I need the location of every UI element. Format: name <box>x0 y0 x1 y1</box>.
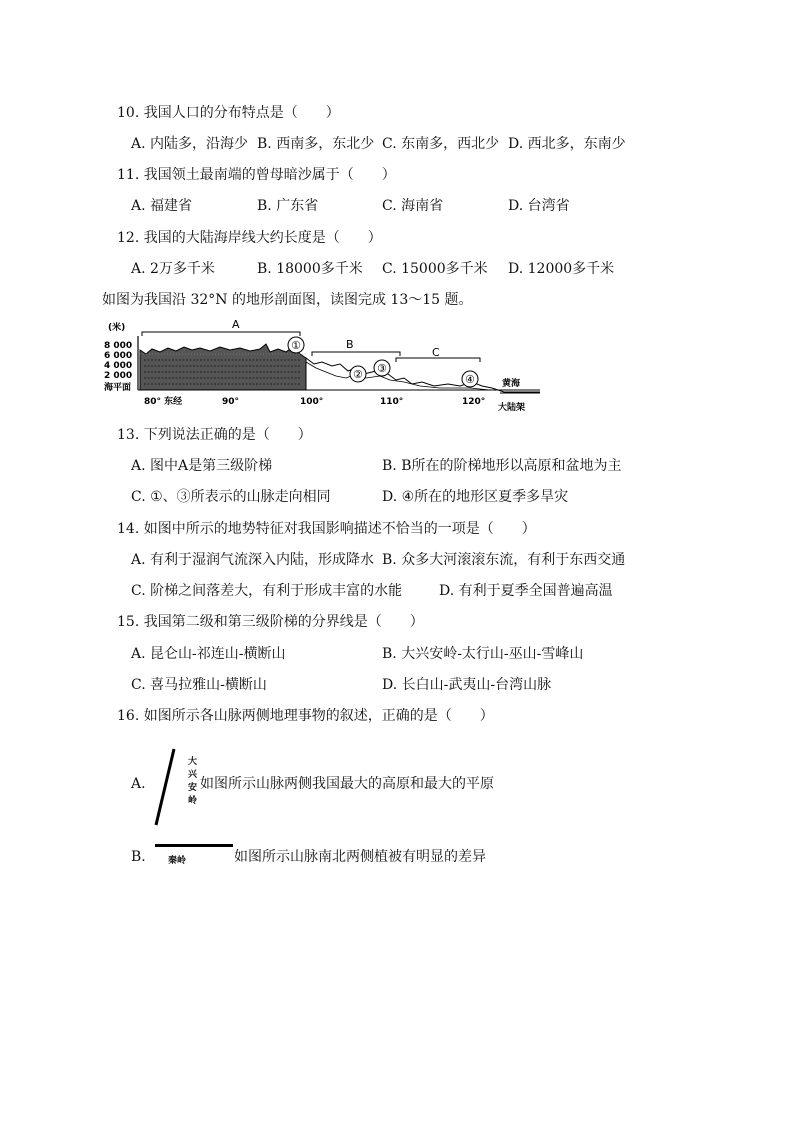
profile-y-tick-sea-level: 海平面 <box>104 383 132 393</box>
profile-marker-4: ④ <box>465 373 475 386</box>
profile-x-tick-90: 90° <box>222 397 240 407</box>
question-10-option-d: D. 西北多，东南少 <box>508 136 626 152</box>
question-14-stem: 14. 如图中所示的地势特征对我国影响描述不恰当的一项是（ ） <box>117 521 536 537</box>
profile-y-tick-6000: 6 000 <box>104 351 133 361</box>
profile-section-c: C <box>432 346 440 359</box>
profile-intro: 如图为我国沿 32°N 的地形剖面图，读图完成 13～15 题。 <box>102 292 473 308</box>
question-11-option-a: A. 福建省 <box>131 198 193 214</box>
profile-section-a: A <box>232 318 240 331</box>
question-16-option-a: A. <box>131 776 146 792</box>
mountain-label-b: 秦岭 <box>168 856 187 866</box>
question-16-option-b-text: 如图所示山脉南北两侧植被有明显的差异 <box>234 849 486 865</box>
profile-x-tick-80: 80° 东经 <box>144 397 183 407</box>
question-15-option-c: C. 喜马拉雅山-横断山 <box>131 677 267 693</box>
mountain-label-a-char: 大 <box>188 757 198 767</box>
profile-x-tick-110: 110° <box>380 397 404 407</box>
question-14-option-c: C. 阶梯之间落差大，有利于形成丰富的水能 <box>131 583 403 599</box>
profile-x-tick-100: 100° <box>300 397 324 407</box>
question-12-option-b: B. 18000多千米 <box>257 261 363 277</box>
mountain-line-b <box>155 844 233 847</box>
question-13-option-c: C. ①、③所表示的山脉走向相同 <box>131 489 331 505</box>
question-16-stem: 16. 如图所示各山脉两侧地理事物的叙述，正确的是（ ） <box>117 708 494 724</box>
profile-marker-3: ③ <box>377 362 387 375</box>
question-11-option-c: C. 海南省 <box>382 198 444 214</box>
question-15-option-b: B. 大兴安岭-太行山-巫山-雪峰山 <box>382 646 584 662</box>
question-14-option-a: A. 有利于湿润气流深入内陆，形成降水 <box>131 552 375 568</box>
question-11-option-b: B. 广东省 <box>257 198 319 214</box>
profile-y-tick-4000: 4 000 <box>104 361 133 371</box>
question-11-stem: 11. 我国领土最南端的曾母暗沙属于（ ） <box>117 167 396 183</box>
question-16-option-a-text: 如图所示山脉两侧我国最大的高原和最大的平原 <box>200 776 494 792</box>
mountain-label-a-char: 安 <box>188 783 198 793</box>
question-10-stem: 10. 我国人口的分布特点是（ ） <box>117 105 340 121</box>
profile-x-tick-120: 120° <box>462 397 486 407</box>
profile-marker-1: ① <box>291 339 301 352</box>
question-14-option-d: D. 有利于夏季全国普遍高温 <box>439 583 613 599</box>
profile-sea-label: 黄海 <box>502 379 521 389</box>
mountain-label-a <box>188 756 197 808</box>
question-16-option-b: B. <box>131 849 146 865</box>
question-15-option-a: A. 昆仑山-祁连山-横断山 <box>131 646 286 662</box>
profile-shelf-label: 大陆架 <box>498 403 526 413</box>
question-13-stem: 13. 下列说法正确的是（ ） <box>117 427 312 443</box>
question-10-option-b: B. 西南多，东北少 <box>257 136 375 152</box>
profile-marker-2: ② <box>353 368 363 381</box>
question-12-option-c: C. 15000多千米 <box>382 261 488 277</box>
question-12-option-d: D. 12000多千米 <box>508 261 615 277</box>
question-15-option-d: D. 长白山-武夷山-台湾山脉 <box>382 677 552 693</box>
mountain-label-a-char: 岭 <box>188 796 198 806</box>
profile-section-b: B <box>346 338 354 351</box>
profile-y-tick-2000: 2 000 <box>104 371 133 381</box>
question-12-option-a: A. 2万多千米 <box>131 261 215 277</box>
question-15-stem: 15. 我国第二级和第三级阶梯的分界线是（ ） <box>117 614 424 630</box>
mountain-label-a-char: 兴 <box>188 770 198 780</box>
profile-y-tick-8000: 8 000 <box>104 341 133 351</box>
question-13-option-b: B. B所在的阶梯地形以高原和盆地为主 <box>382 458 622 474</box>
question-13-option-a: A. 图中A是第三级阶梯 <box>131 458 273 474</box>
question-11-option-d: D. 台湾省 <box>508 198 570 214</box>
question-12-stem: 12. 我国的大陆海岸线大约长度是（ ） <box>117 230 382 246</box>
question-10-option-c: C. 东南多，西北少 <box>382 136 500 152</box>
question-13-option-d: D. ④所在的地形区夏季多旱灾 <box>382 489 569 505</box>
question-14-option-b: B. 众多大河滚滚东流，有利于东西交通 <box>382 552 626 568</box>
terrain-profile-figure <box>100 316 545 414</box>
question-10-option-a: A. 内陆多，沿海少 <box>131 136 249 152</box>
profile-unit-label: (米) <box>108 323 126 333</box>
